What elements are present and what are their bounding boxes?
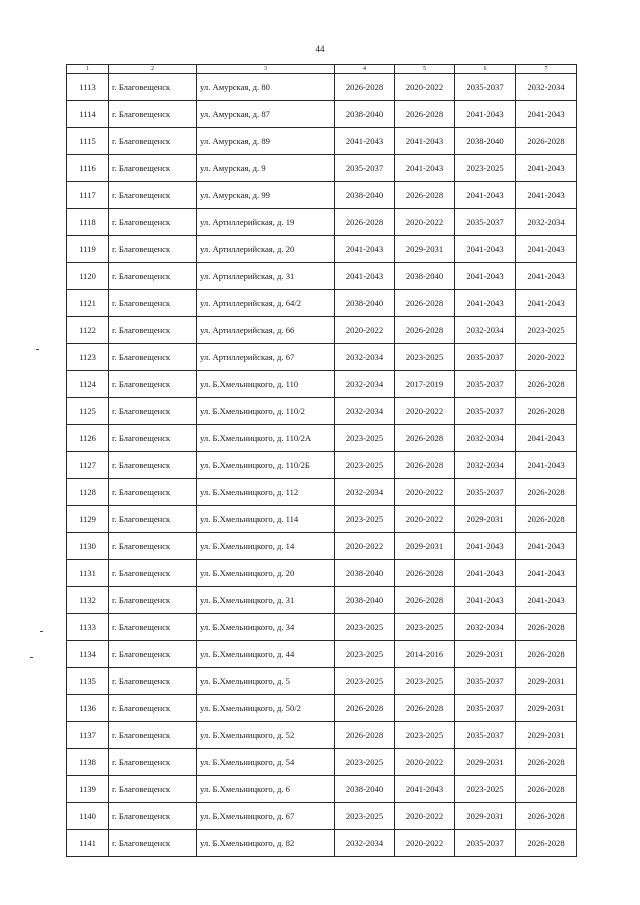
period-col5-cell: 2020-2022 (395, 803, 455, 830)
period-col7-cell: 2041-2043 (516, 425, 577, 452)
address-cell: ул. Б.Хмельницкого, д. 34 (197, 614, 335, 641)
column-header-7: 7 (516, 65, 577, 74)
period-col4-cell: 2038-2040 (335, 182, 395, 209)
city-cell: г. Благовещенск (109, 425, 197, 452)
column-header-5: 5 (395, 65, 455, 74)
city-cell: г. Благовещенск (109, 371, 197, 398)
address-cell: ул. Б.Хмельницкого, д. 31 (197, 587, 335, 614)
row-number: 1123 (67, 344, 109, 371)
table-row (67, 344, 577, 371)
row-number: 1137 (67, 722, 109, 749)
table-row (67, 371, 577, 398)
column-header-4: 4 (335, 65, 395, 74)
period-col4-cell: 2032-2034 (335, 371, 395, 398)
address-cell: ул. Амурская, д. 9 (197, 155, 335, 182)
table-row (67, 533, 577, 560)
period-col6-cell: 2041-2043 (455, 533, 516, 560)
city-cell: г. Благовещенск (109, 128, 197, 155)
period-col5-cell: 2014-2016 (395, 641, 455, 668)
table-row (67, 587, 577, 614)
row-number: 1135 (67, 668, 109, 695)
period-col7-cell: 2041-2043 (516, 452, 577, 479)
city-cell: г. Благовещенск (109, 290, 197, 317)
row-number: 1118 (67, 209, 109, 236)
period-col7-cell: 2041-2043 (516, 101, 577, 128)
city-cell: г. Благовещенск (109, 398, 197, 425)
period-col5-cell: 2020-2022 (395, 209, 455, 236)
city-cell: г. Благовещенск (109, 668, 197, 695)
period-col5-cell: 2020-2022 (395, 506, 455, 533)
period-col6-cell: 2035-2037 (455, 830, 516, 857)
table-row (67, 128, 577, 155)
period-col5-cell: 2026-2028 (395, 452, 455, 479)
city-cell: г. Благовещенск (109, 560, 197, 587)
address-cell: ул. Артиллерийская, д. 64/2 (197, 290, 335, 317)
period-col4-cell: 2026-2028 (335, 722, 395, 749)
row-number: 1141 (67, 830, 109, 857)
city-cell: г. Благовещенск (109, 506, 197, 533)
table-row (67, 695, 577, 722)
row-number: 1139 (67, 776, 109, 803)
address-cell: ул. Б.Хмельницкого, д. 20 (197, 560, 335, 587)
period-col7-cell: 2026-2028 (516, 830, 577, 857)
period-col7-cell: 2029-2031 (516, 722, 577, 749)
period-col4-cell: 2023-2025 (335, 803, 395, 830)
period-col5-cell: 2020-2022 (395, 749, 455, 776)
address-cell: ул. Б.Хмельницкого, д. 110/2 (197, 398, 335, 425)
address-cell: ул. Б.Хмельницкого, д. 110/2Б (197, 452, 335, 479)
address-cell: ул. Амурская, д. 87 (197, 101, 335, 128)
period-col4-cell: 2023-2025 (335, 452, 395, 479)
address-cell: ул. Б.Хмельницкого, д. 54 (197, 749, 335, 776)
address-cell: ул. Б.Хмельницкого, д. 110/2А (197, 425, 335, 452)
table-body (67, 74, 577, 857)
period-col4-cell: 2032-2034 (335, 398, 395, 425)
row-number: 1116 (67, 155, 109, 182)
period-col4-cell: 2035-2037 (335, 155, 395, 182)
period-col4-cell: 2041-2043 (335, 263, 395, 290)
period-col7-cell: 2020-2022 (516, 344, 577, 371)
address-cell: ул. Б.Хмельницкого, д. 110 (197, 371, 335, 398)
row-number: 1125 (67, 398, 109, 425)
city-cell: г. Благовещенск (109, 263, 197, 290)
row-number: 1122 (67, 317, 109, 344)
period-col7-cell: 2026-2028 (516, 614, 577, 641)
period-col6-cell: 2032-2034 (455, 452, 516, 479)
period-col5-cell: 2026-2028 (395, 587, 455, 614)
period-col7-cell: 2023-2025 (516, 317, 577, 344)
period-col4-cell: 2023-2025 (335, 614, 395, 641)
period-col4-cell: 2023-2025 (335, 749, 395, 776)
scan-mark (40, 631, 43, 632)
scan-mark (30, 657, 33, 658)
row-number: 1136 (67, 695, 109, 722)
city-cell: г. Благовещенск (109, 830, 197, 857)
period-col4-cell: 2023-2025 (335, 641, 395, 668)
table-row (67, 479, 577, 506)
period-col5-cell: 2041-2043 (395, 128, 455, 155)
period-col7-cell: 2041-2043 (516, 587, 577, 614)
period-col5-cell: 2020-2022 (395, 398, 455, 425)
period-col7-cell: 2029-2031 (516, 668, 577, 695)
period-col7-cell: 2041-2043 (516, 560, 577, 587)
period-col6-cell: 2038-2040 (455, 128, 516, 155)
row-number: 1140 (67, 803, 109, 830)
period-col6-cell: 2023-2025 (455, 776, 516, 803)
period-col6-cell: 2041-2043 (455, 101, 516, 128)
period-col7-cell: 2041-2043 (516, 263, 577, 290)
period-col6-cell: 2029-2031 (455, 803, 516, 830)
period-col5-cell: 2023-2025 (395, 614, 455, 641)
period-col6-cell: 2041-2043 (455, 290, 516, 317)
period-col5-cell: 2038-2040 (395, 263, 455, 290)
period-col4-cell: 2038-2040 (335, 101, 395, 128)
address-cell: ул. Артиллерийская, д. 19 (197, 209, 335, 236)
address-cell: ул. Артиллерийская, д. 67 (197, 344, 335, 371)
period-col6-cell: 2041-2043 (455, 182, 516, 209)
period-col5-cell: 2023-2025 (395, 722, 455, 749)
period-col5-cell: 2023-2025 (395, 344, 455, 371)
row-number: 1130 (67, 533, 109, 560)
period-col4-cell: 2026-2028 (335, 74, 395, 101)
table-row (67, 830, 577, 857)
period-col7-cell: 2029-2031 (516, 695, 577, 722)
period-col4-cell: 2026-2028 (335, 695, 395, 722)
address-cell: ул. Б.Хмельницкого, д. 67 (197, 803, 335, 830)
table-row (67, 398, 577, 425)
table-row (67, 263, 577, 290)
period-col6-cell: 2023-2025 (455, 155, 516, 182)
row-number: 1113 (67, 74, 109, 101)
row-number: 1121 (67, 290, 109, 317)
period-col4-cell: 2026-2028 (335, 209, 395, 236)
table-row (67, 803, 577, 830)
period-col5-cell: 2020-2022 (395, 830, 455, 857)
period-col4-cell: 2038-2040 (335, 776, 395, 803)
period-col7-cell: 2041-2043 (516, 182, 577, 209)
period-col5-cell: 2026-2028 (395, 317, 455, 344)
row-number: 1128 (67, 479, 109, 506)
row-number: 1133 (67, 614, 109, 641)
city-cell: г. Благовещенск (109, 695, 197, 722)
table-row (67, 641, 577, 668)
column-header-6: 6 (455, 65, 516, 74)
period-col6-cell: 2032-2034 (455, 614, 516, 641)
period-col5-cell: 2041-2043 (395, 776, 455, 803)
period-col6-cell: 2029-2031 (455, 506, 516, 533)
table-row (67, 101, 577, 128)
period-col6-cell: 2035-2037 (455, 209, 516, 236)
row-number: 1117 (67, 182, 109, 209)
row-number: 1127 (67, 452, 109, 479)
period-col6-cell: 2035-2037 (455, 398, 516, 425)
table-row (67, 668, 577, 695)
city-cell: г. Благовещенск (109, 641, 197, 668)
row-number: 1134 (67, 641, 109, 668)
period-col6-cell: 2035-2037 (455, 344, 516, 371)
period-col5-cell: 2020-2022 (395, 479, 455, 506)
period-col4-cell: 2032-2034 (335, 479, 395, 506)
table-row (67, 155, 577, 182)
scan-mark (36, 349, 39, 350)
period-col4-cell: 2041-2043 (335, 128, 395, 155)
header-row (67, 65, 577, 74)
table-row (67, 209, 577, 236)
city-cell: г. Благовещенск (109, 614, 197, 641)
period-col4-cell: 2038-2040 (335, 290, 395, 317)
period-col6-cell: 2035-2037 (455, 74, 516, 101)
column-header-3: 3 (197, 65, 335, 74)
period-col7-cell: 2032-2034 (516, 74, 577, 101)
period-col7-cell: 2026-2028 (516, 776, 577, 803)
address-cell: ул. Артиллерийская, д. 31 (197, 263, 335, 290)
address-cell: ул. Амурская, д. 89 (197, 128, 335, 155)
table-row (67, 614, 577, 641)
period-col7-cell: 2026-2028 (516, 398, 577, 425)
address-cell: ул. Амурская, д. 99 (197, 182, 335, 209)
period-col4-cell: 2041-2043 (335, 236, 395, 263)
city-cell: г. Благовещенск (109, 776, 197, 803)
address-cell: ул. Артиллерийская, д. 66 (197, 317, 335, 344)
period-col4-cell: 2023-2025 (335, 506, 395, 533)
city-cell: г. Благовещенск (109, 344, 197, 371)
city-cell: г. Благовещенск (109, 209, 197, 236)
period-col5-cell: 2017-2019 (395, 371, 455, 398)
housing-repair-schedule-table (66, 64, 577, 857)
table-row (67, 74, 577, 101)
row-number: 1131 (67, 560, 109, 587)
period-col5-cell: 2026-2028 (395, 560, 455, 587)
city-cell: г. Благовещенск (109, 317, 197, 344)
row-number: 1120 (67, 263, 109, 290)
address-cell: ул. Б.Хмельницкого, д. 5 (197, 668, 335, 695)
table-row (67, 776, 577, 803)
period-col4-cell: 2038-2040 (335, 587, 395, 614)
city-cell: г. Благовещенск (109, 533, 197, 560)
period-col4-cell: 2032-2034 (335, 344, 395, 371)
column-header-2: 2 (109, 65, 197, 74)
period-col4-cell: 2023-2025 (335, 668, 395, 695)
row-number: 1126 (67, 425, 109, 452)
period-col6-cell: 2041-2043 (455, 560, 516, 587)
period-col7-cell: 2032-2034 (516, 209, 577, 236)
period-col5-cell: 2041-2043 (395, 155, 455, 182)
period-col5-cell: 2026-2028 (395, 695, 455, 722)
period-col6-cell: 2035-2037 (455, 722, 516, 749)
table-row (67, 317, 577, 344)
row-number: 1115 (67, 128, 109, 155)
table-row (67, 452, 577, 479)
period-col5-cell: 2029-2031 (395, 236, 455, 263)
period-col5-cell: 2023-2025 (395, 668, 455, 695)
city-cell: г. Благовещенск (109, 155, 197, 182)
city-cell: г. Благовещенск (109, 479, 197, 506)
period-col7-cell: 2041-2043 (516, 236, 577, 263)
period-col6-cell: 2041-2043 (455, 236, 516, 263)
address-cell: ул. Б.Хмельницкого, д. 44 (197, 641, 335, 668)
address-cell: ул. Б.Хмельницкого, д. 14 (197, 533, 335, 560)
city-cell: г. Благовещенск (109, 101, 197, 128)
period-col6-cell: 2032-2034 (455, 317, 516, 344)
address-cell: ул. Б.Хмельницкого, д. 6 (197, 776, 335, 803)
period-col5-cell: 2029-2031 (395, 533, 455, 560)
period-col5-cell: 2026-2028 (395, 290, 455, 317)
table-row (67, 722, 577, 749)
period-col7-cell: 2026-2028 (516, 749, 577, 776)
address-cell: ул. Б.Хмельницкого, д. 114 (197, 506, 335, 533)
period-col7-cell: 2026-2028 (516, 506, 577, 533)
period-col7-cell: 2026-2028 (516, 479, 577, 506)
period-col4-cell: 2032-2034 (335, 830, 395, 857)
city-cell: г. Благовещенск (109, 236, 197, 263)
column-header-1: 1 (67, 65, 109, 74)
period-col6-cell: 2035-2037 (455, 695, 516, 722)
period-col6-cell: 2041-2043 (455, 263, 516, 290)
period-col5-cell: 2026-2028 (395, 182, 455, 209)
period-col4-cell: 2038-2040 (335, 560, 395, 587)
period-col6-cell: 2029-2031 (455, 641, 516, 668)
page-number: 44 (315, 44, 325, 54)
city-cell: г. Благовещенск (109, 587, 197, 614)
period-col5-cell: 2026-2028 (395, 425, 455, 452)
period-col5-cell: 2020-2022 (395, 74, 455, 101)
city-cell: г. Благовещенск (109, 182, 197, 209)
period-col7-cell: 2026-2028 (516, 371, 577, 398)
period-col7-cell: 2041-2043 (516, 290, 577, 317)
period-col7-cell: 2041-2043 (516, 155, 577, 182)
period-col6-cell: 2041-2043 (455, 587, 516, 614)
period-col7-cell: 2026-2028 (516, 128, 577, 155)
address-cell: ул. Б.Хмельницкого, д. 82 (197, 830, 335, 857)
period-col6-cell: 2032-2034 (455, 425, 516, 452)
period-col5-cell: 2026-2028 (395, 101, 455, 128)
period-col4-cell: 2020-2022 (335, 317, 395, 344)
table-row (67, 749, 577, 776)
city-cell: г. Благовещенск (109, 452, 197, 479)
table-row (67, 290, 577, 317)
table-row (67, 425, 577, 452)
table-row (67, 560, 577, 587)
city-cell: г. Благовещенск (109, 749, 197, 776)
period-col4-cell: 2020-2022 (335, 533, 395, 560)
row-number: 1129 (67, 506, 109, 533)
table-row (67, 236, 577, 263)
table-row (67, 182, 577, 209)
period-col7-cell: 2026-2028 (516, 803, 577, 830)
period-col6-cell: 2035-2037 (455, 371, 516, 398)
row-number: 1138 (67, 749, 109, 776)
address-cell: ул. Артиллерийская, д. 20 (197, 236, 335, 263)
row-number: 1132 (67, 587, 109, 614)
period-col6-cell: 2035-2037 (455, 479, 516, 506)
period-col7-cell: 2026-2028 (516, 641, 577, 668)
city-cell: г. Благовещенск (109, 722, 197, 749)
table-row (67, 506, 577, 533)
row-number: 1119 (67, 236, 109, 263)
row-number: 1114 (67, 101, 109, 128)
city-cell: г. Благовещенск (109, 74, 197, 101)
period-col6-cell: 2029-2031 (455, 749, 516, 776)
address-cell: ул. Амурская, д. 80 (197, 74, 335, 101)
period-col7-cell: 2041-2043 (516, 533, 577, 560)
period-col4-cell: 2023-2025 (335, 425, 395, 452)
period-col6-cell: 2035-2037 (455, 668, 516, 695)
city-cell: г. Благовещенск (109, 803, 197, 830)
address-cell: ул. Б.Хмельницкого, д. 112 (197, 479, 335, 506)
address-cell: ул. Б.Хмельницкого, д. 52 (197, 722, 335, 749)
address-cell: ул. Б.Хмельницкого, д. 50/2 (197, 695, 335, 722)
row-number: 1124 (67, 371, 109, 398)
